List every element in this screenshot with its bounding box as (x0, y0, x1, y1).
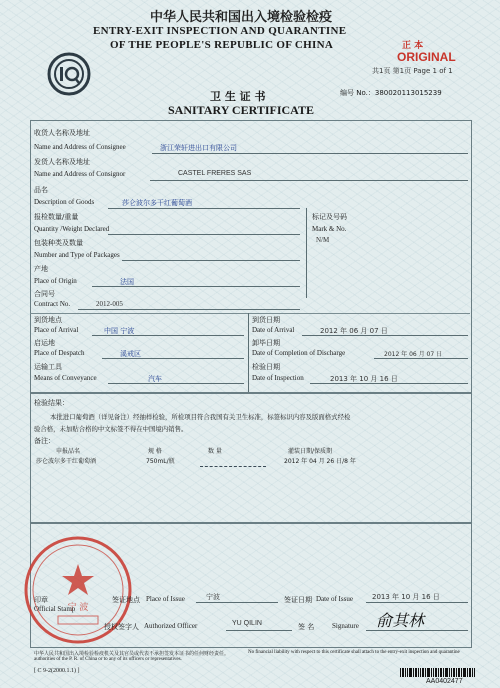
arrival-date-value: 2012 年 06 月 07 日 (320, 327, 388, 335)
arrival-date-label-en: Date of Arrival (252, 326, 295, 334)
certificate-title-cn: 卫 生 证 书 (210, 90, 266, 103)
issue-place-label-cn: 签证地点 (112, 596, 140, 604)
discharge-label-en: Date of Completion of Discharge (252, 349, 346, 357)
liability-cn: 中华人民共和国出入境检验检疫机关及其官员或代表不承担签发本证书的任何财经责任。 (34, 651, 230, 657)
discharge-value: 2012 年 06 月 07 日 (384, 351, 443, 358)
results-heading: 检验结果： (34, 399, 69, 407)
arrival-place-label-en: Place of Arrival (34, 326, 79, 334)
inspection-label-en: Date of Inspection (252, 374, 304, 382)
stamp-label-en: Official Stamp (34, 605, 76, 613)
officer-label-cn: 授权签字人 (104, 623, 139, 631)
goods-label-en: Description of Goods (34, 198, 95, 206)
officer-value: YU QILIN (232, 620, 262, 627)
consignor-label-cn: 发货人名称及地址 (34, 158, 90, 166)
cert-no-label: 编号 No.： (340, 89, 375, 97)
row-spec: 750mL/瓶 (146, 458, 175, 465)
form-number: [ C 9-2(2000.1.1) ] (34, 668, 80, 674)
page-of: 共1页 第1页 Page 1 of 1 (372, 67, 453, 75)
header-title-en-2: OF THE PEOPLE'S REPUBLIC OF CHINA (110, 39, 334, 51)
row-date: 2012 年 04 月 26 日/8 年 (284, 458, 356, 465)
officer-label-en: Authorized Officer (144, 622, 198, 630)
issue-date-label-en: Date of Issue (316, 595, 353, 603)
arrival-place-value: 中国 宁波 (104, 327, 135, 335)
consignee-label-en: Name and Address of Consignee (34, 143, 126, 151)
goods-label-cn: 品名 (34, 186, 48, 194)
origin-label-cn: 产地 (34, 265, 48, 273)
signature-label-cn: 签 名 (298, 623, 315, 631)
despatch-label-cn: 启运地 (34, 339, 55, 347)
origin-label-en: Place of Origin (34, 277, 77, 285)
marks-label-cn: 标记及号码 (312, 213, 347, 221)
issue-place-value: 宁波 (206, 593, 220, 601)
packages-label-en: Number and Type of Packages (34, 251, 120, 259)
col-date: 灌装日期/保质期 (288, 448, 333, 455)
inspection-value: 2013 年 10 月 16 日 (330, 375, 398, 383)
liability-en: No financial liability with respect to this certificate shall attach to the entry-exit inspection and quarantine (248, 650, 460, 655)
packages-label-cn: 包装种类及数量 (34, 239, 83, 247)
serial-number: AA0402477 (426, 678, 463, 685)
issue-date-value: 2013 年 10 月 16 日 (372, 593, 440, 601)
goods-value: 莎仑波尔多干红葡萄酒 (122, 199, 192, 207)
origin-value: 法国 (120, 278, 134, 286)
end-dash-line (200, 466, 266, 467)
cert-no-value: 380020113015239 (374, 89, 442, 97)
contract-label-cn: 合同号 (34, 290, 55, 298)
col-spec: 规 格 (148, 448, 162, 455)
col-qty: 数 量 (208, 448, 222, 455)
consignor-value: CASTEL FRERES SAS (178, 170, 252, 177)
conveyance-label-en: Means of Conveyance (34, 374, 97, 382)
despatch-value: 溪戒区 (120, 350, 141, 358)
original-cn: 正 本 (402, 41, 424, 51)
col-name: 申报品名 (56, 448, 81, 455)
consignee-label-cn: 收货人名称及地址 (34, 129, 90, 137)
certificate-title-en: SANITARY CERTIFICATE (168, 103, 314, 117)
consignee-value: 浙江荣轩进出口有限公司 (160, 144, 237, 152)
original-en: ORIGINAL (397, 50, 456, 64)
arrival-place-label-cn: 到货地点 (34, 316, 62, 324)
ciq-logo-icon (47, 52, 91, 96)
results-text-2: 验合格，未加贴合格的中文标签不得在中国境内销售。 (34, 425, 188, 433)
header-title-cn: 中华人民共和国出入境检验检疫 (150, 10, 333, 25)
arrival-date-label-cn: 到货日期 (252, 316, 280, 324)
certificate-number (340, 88, 442, 98)
conveyance-label-cn: 运输工具 (34, 363, 62, 371)
stamp-label-cn: 印章 (34, 596, 48, 604)
header-title-en-1: ENTRY-EXIT INSPECTION AND QUARANTINE (93, 25, 347, 37)
marks-value: N/M (316, 236, 330, 244)
row-name: 莎仑波尔多干红葡萄酒 (36, 458, 97, 465)
signature-label-en: Signature (332, 622, 359, 630)
issue-date-label-cn: 签证日期 (284, 596, 312, 604)
contract-value: 2012-005 (96, 300, 123, 308)
discharge-label-cn: 卸毕日期 (252, 339, 280, 347)
issue-place-label-en: Place of Issue (146, 595, 185, 603)
conveyance-value: 汽车 (148, 375, 162, 383)
remark-label: 备注： (34, 437, 55, 445)
despatch-label-en: Place of Despatch (34, 349, 85, 357)
svg-text:宁 波: 宁 波 (67, 603, 89, 613)
consignor-label-en: Name and Address of Consignor (34, 170, 126, 178)
results-text-1: 本批进口葡萄酒（详见备注）经抽样检验，所检项目符合我国有关卫生标准，标签标识内容及版面格式经检 (50, 413, 351, 421)
qty-label-en: Quantity /Weight Declared (34, 225, 110, 233)
contract-label-en: Contract No. (34, 300, 71, 308)
liability-en-2: authorities of the P. R. of China or to any of its officers or representatives. (34, 657, 182, 662)
inspection-label-cn: 检验日期 (252, 363, 280, 371)
signature-value: 俞其林 (376, 611, 425, 630)
marks-label-en: Mark & No. (312, 225, 347, 233)
qty-label-cn: 报检数量/重量 (34, 213, 79, 221)
